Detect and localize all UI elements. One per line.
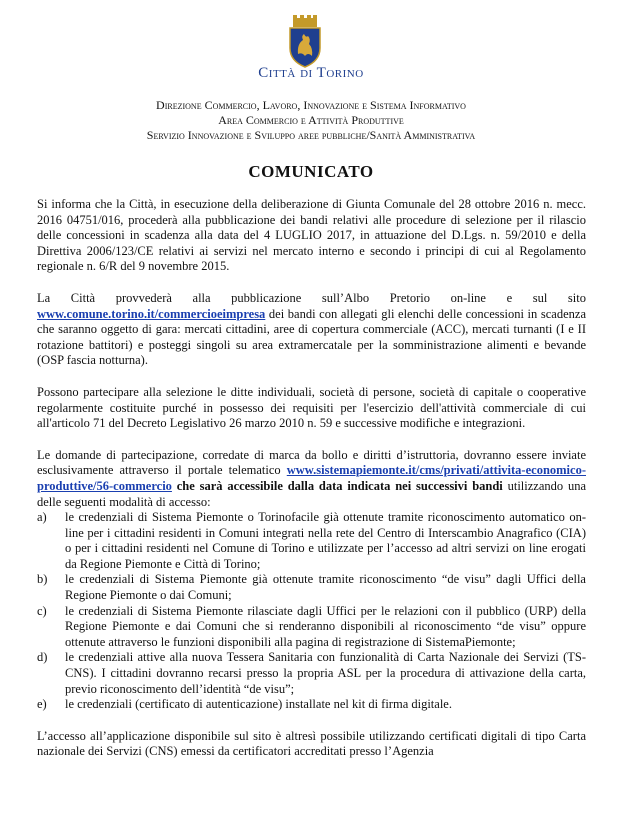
dept-line-2: Area Commercio e Attività Produttive (218, 113, 404, 127)
paragraph-2 (37, 291, 586, 369)
paragraph-5: L’accesso all’applicazione disponibile sul sito è altresì possibile utilizzando certificati digitali di tipo Carta nazionale dei Servizi (CNS) emessi da certificatori accreditati presso l’Agenzia (37, 728, 586, 759)
department-heading (0, 98, 622, 143)
city-name: Città di Torino (258, 65, 364, 81)
document-body (37, 197, 586, 776)
list-item-text: le credenziali attive alla nuova Tessera Sanitaria con funzionalità di Carta Nazionale dei Servizi (TS-CNS). I cittadini dovranno recarsi presso la propria ASL per la procedura di attivazione della carta, previo riconoscimento dell’identità “de visu”; (65, 650, 586, 696)
list-item (37, 572, 586, 603)
paragraph-4 (37, 448, 586, 510)
paragraph-3: Possono partecipare alla selezione le ditte individuali, società di persone, società di capitale o cooperative regolarmente costituite purché in possesso dei requisiti per l'esercizio dell'attività commerciale di cui all'articolo 71 del Decreto Legislativo 26 marzo 2010 n. 59 e successive modifiche e integrazioni. (37, 384, 586, 431)
paragraph-4-text-after: utilizzando una delle seguenti modalità di accesso: (37, 478, 586, 509)
comune-torino-link[interactable]: www.comune.torino.it/commercioeimpresa (37, 306, 266, 321)
list-item-marker: b) (37, 572, 48, 587)
list-item-text: le credenziali di Sistema Piemonte rilasciate dagli Uffici per le relazioni con il pubblico (URP) della Regione Piemonte e dai Comuni che si renderanno disponibili al riconoscimento “de visu” oppure ottenute attraverso le funzioni disponibili alla pagina di registrazione di SistemaPiemonte; (65, 603, 586, 649)
list-item-marker: a) (37, 510, 47, 525)
document-title: COMUNICATO (248, 162, 374, 181)
list-item-text: le credenziali di Sistema Piemonte o Torinofacile già ottenute tramite riconoscimento automatico on-line per i cittadini residenti in Comuni integrati nella rete del Centro di Interscambio Anagrafico (CIA) o per i cittadini residenti nel Comune di Torino e utilizzate per l’accesso ad altri servizi on line erogati da Regione Piemonte e Città di Torino; (65, 510, 586, 571)
sistemapiemonte-link[interactable]: www.sistemapiemonte.it/cms/privati/attivita-economico-produttive/56-commercio (37, 463, 586, 493)
list-item (37, 604, 586, 651)
list-item-marker: d) (37, 650, 48, 665)
torino-coat-of-arms-icon (283, 14, 327, 68)
dept-line-1: Direzione Commercio, Lavoro, Innovazione e Sistema Informativo (156, 98, 466, 112)
paragraph-4-bold-text: che sarà accessibile dalla data indicata nei successivi bandi (171, 478, 503, 493)
paragraph-4-text-before: Le domande di partecipazione, corredate di marca da bollo e diritti d’istruttoria, dovranno essere inviate esclusivamente attraverso il portale telematico (37, 447, 586, 478)
access-methods-list (37, 510, 586, 713)
paragraph-2-text-before: La Città provvederà alla pubblicazione sull’Albo Pretorio on-line e sul sito (37, 290, 586, 305)
list-item (37, 697, 586, 713)
list-item-text: le credenziali (certificato di autenticazione) installate nel kit di firma digitale. (65, 697, 452, 712)
list-item-text: le credenziali di Sistema Piemonte già ottenute tramite riconoscimento “de visu” dagli Uffici della Regione Piemonte o dai Comuni; (65, 572, 586, 603)
paragraph-1: Si informa che la Città, in esecuzione della deliberazione di Giunta Comunale del 28 ottobre 2016 n. mecc. 2016 04751/016, procederà alla pubblicazione dei bandi relativi alle procedure di selezione per il rilascio delle concessioni in scadenza alla data del 4 LUGLIO 2017, in attuazione del D.Lgs. n. 59/2010 e della Direttiva 2006/123/CE relativi ai servizi nel mercato interno e secondo i principi di cui al Regolamento regionale n. 6/R del 9 novembre 2015. (37, 197, 586, 274)
paragraph-2-text-after: dei bandi con allegati gli elenchi delle concessioni in scadenza che saranno oggetto di gara: mercati cittadini, aree di copertura commerciale (ACC), mercati turnanti (I e II rotazione battitori) e posteggi singoli su area extramercatale per la somministrazione alimenti e bevande (OSP fascia notturna). (37, 306, 586, 368)
list-item-marker: e) (37, 697, 47, 712)
list-item (37, 650, 586, 697)
dept-line-3: Servizio Innovazione e Sviluppo aree pubbliche/Sanità Amministrativa (146, 128, 476, 142)
list-item (37, 510, 586, 572)
list-item-marker: c) (37, 603, 47, 618)
